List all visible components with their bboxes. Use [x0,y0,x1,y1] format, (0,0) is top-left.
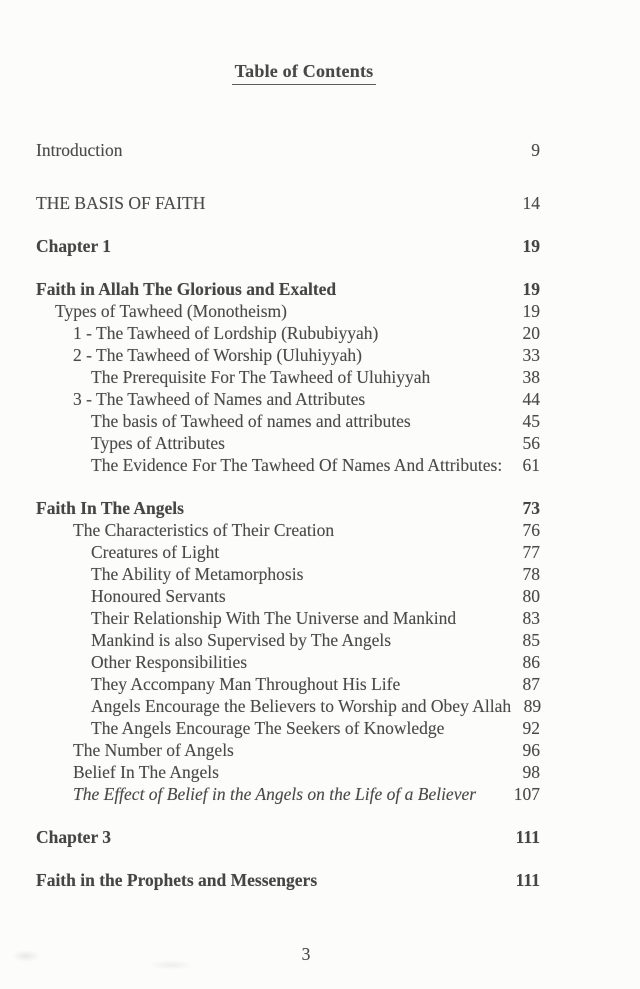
toc-entry-label: The Prerequisite For The Tawheed of Uluhiyyah [91,367,431,387]
toc-entry-page: 89 [523,696,542,716]
toc-entry [36,497,540,519]
toc-entry [36,826,540,848]
toc-entry-page: 20 [522,323,540,343]
toc-entry-page: 19 [522,236,540,256]
toc-entry-page: 19 [522,301,540,321]
toc-entry-page: 76 [522,520,540,540]
toc-entry [36,607,540,629]
toc-entry-label: The Ability of Metamorphosis [91,564,304,584]
toc-entry-page: 86 [522,652,540,672]
toc-entry-page: 85 [522,630,540,650]
toc-entry [36,673,540,695]
toc-entry [36,651,540,673]
toc-entry-label: Belief In The Angels [73,762,219,782]
title-wrap [52,60,556,85]
toc-entry [36,563,540,585]
toc-entry-label: Mankind is also Supervised by The Angels [91,630,392,650]
toc-entry-label: Types of Attributes [91,433,225,453]
toc-entry-label: The Effect of Belief in the Angels on the Life of a Believer [73,784,477,804]
toc-entry [36,139,540,161]
toc-entry-page: 45 [522,411,540,431]
toc-entry [36,344,540,366]
toc-entry [36,322,540,344]
toc-entry [36,454,540,476]
scan-smudge [148,960,194,970]
scan-smudge [12,950,40,962]
toc-entry [36,761,540,783]
toc-entry-page: 87 [522,674,540,694]
toc-entry-label: Faith in the Prophets and Messengers [36,870,318,890]
toc-entry-label: Faith in Allah The Glorious and Exalted [36,279,337,299]
toc-entry-page: 92 [522,718,540,738]
toc-entry [36,783,540,805]
toc-entry-page: 38 [522,367,540,387]
toc-entry-page: 14 [522,193,540,213]
toc-entry [36,366,540,388]
toc-entry [36,519,540,541]
folio-page-number: 3 [301,944,311,964]
toc-entry-page: 80 [522,586,540,606]
toc-entry-page: 107 [513,784,540,804]
toc-entry [36,541,540,563]
toc-entry-label: Faith In The Angels [36,498,184,518]
toc-entry-label: Types of Tawheed (Monotheism) [55,301,287,321]
toc-entry-page: 96 [522,740,540,760]
toc-entry [36,235,540,257]
toc-entry-page: 33 [522,345,540,365]
toc-entry-label: Other Responsibilities [91,652,248,672]
toc-entry-label: Introduction [36,140,123,160]
toc-entry-label: Creatures of Light [91,542,220,562]
toc-entry-page: 98 [522,762,540,782]
toc-entry-label: 3 - The Tawheed of Names and Attributes [73,389,366,409]
toc-list [36,139,540,891]
toc-entry-page: 56 [522,433,540,453]
toc-entry-label: Angels Encourage the Believers to Worship and Obey Allah [91,696,512,716]
toc-entry-label: Honoured Servants [91,586,226,606]
toc-entry-label: 1 - The Tawheed of Lordship (Rububiyyah) [73,323,379,343]
toc-entry-page: 19 [522,279,540,299]
toc-entry [36,717,540,739]
toc-entry [36,278,540,300]
toc-entry [36,869,540,891]
toc-entry [36,585,540,607]
toc-entry [36,695,540,717]
toc-entry-page: 111 [515,827,540,847]
toc-entry [36,192,540,214]
toc-entry-label: The Number of Angels [73,740,234,760]
toc-entry-label: The Evidence For The Tawheed Of Names And Attributes: [91,455,503,475]
toc-entry-label: Their Relationship With The Universe and Mankind [91,608,457,628]
toc-entry-label: They Accompany Man Throughout His Life [91,674,401,694]
toc-entry [36,739,540,761]
toc-entry [36,410,540,432]
toc-entry-page: 61 [522,455,540,475]
toc-entry-label: THE BASIS OF FAITH [36,193,206,213]
toc-entry [36,300,540,322]
page-title: Table of Contents [232,60,377,85]
toc-entry [36,388,540,410]
toc-entry-page: 83 [522,608,540,628]
toc-entry-label: 2 - The Tawheed of Worship (Uluhiyyah) [73,345,362,365]
toc-entry-page: 44 [522,389,540,409]
toc-entry-page: 9 [531,140,540,160]
toc-entry-page: 111 [515,870,540,890]
toc-entry-page: 77 [522,542,540,562]
toc-entry-label: The Characteristics of Their Creation [73,520,335,540]
toc-entry-label: Chapter 3 [36,827,112,847]
toc-entry-label: Chapter 1 [36,236,112,256]
toc-entry-label: The basis of Tawheed of names and attributes [91,411,411,431]
toc-entry-page: 78 [522,564,540,584]
toc-entry [36,432,540,454]
toc-entry [36,629,540,651]
toc-entry-label: The Angels Encourage The Seekers of Knowledge [91,718,445,738]
toc-entry-page: 73 [522,498,540,518]
